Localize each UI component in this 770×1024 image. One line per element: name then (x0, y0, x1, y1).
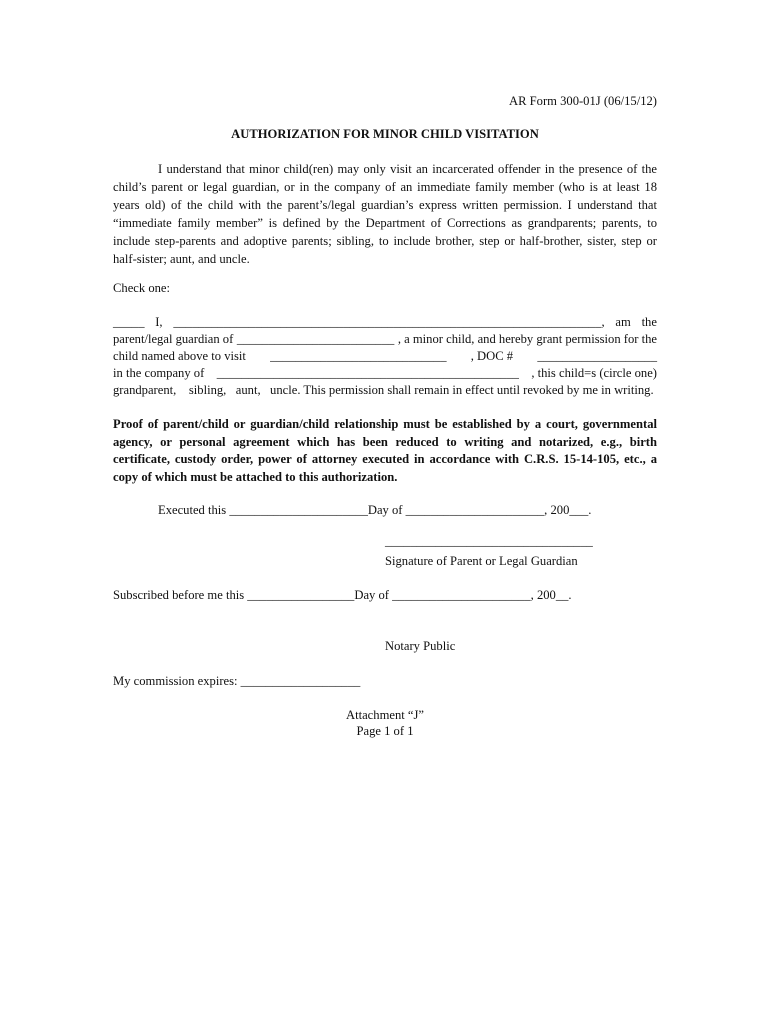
authorization-line-4 (113, 364, 657, 381)
checkbox-blank[interactable]: _____ (113, 315, 145, 329)
relationship-options: grandparent, sibling, aunt, uncle. This permission shall remain in effect until revoked by me in writing. (113, 383, 654, 397)
authorization-line-1 (113, 313, 657, 330)
doc-label: , DOC # (470, 349, 514, 363)
permission-text: , a minor child, and hereby grant permission for the (397, 332, 657, 346)
the-text: the (641, 315, 657, 329)
visit-label: child named above to visit (113, 349, 246, 363)
attachment-label: Attachment “J” (346, 708, 424, 722)
company-name-field[interactable]: ________________________________________________ (216, 366, 519, 380)
authorization-statement (113, 313, 657, 398)
parent-name-field[interactable]: ____________________________________________________________________, (173, 315, 605, 329)
offender-name-field[interactable]: ____________________________ (270, 349, 447, 363)
notary-public-label: Notary Public (385, 639, 456, 653)
doc-number-field[interactable]: ___________________ (537, 349, 657, 363)
authorization-line-2 (113, 330, 657, 347)
signature-label: Signature of Parent or Legal Guardian (385, 554, 578, 568)
form-number: AR Form 300-01J (06/15/12) (509, 94, 657, 108)
check-one-label: Check one: (113, 281, 171, 295)
commission-expires-line[interactable]: My commission expires: ___________________ (113, 674, 361, 688)
pronoun-text: I, (155, 315, 163, 329)
signature-field[interactable]: _________________________________ (385, 534, 593, 548)
authorization-line-3 (113, 347, 657, 364)
proof-paragraph: Proof of parent/child or guardian/child relationship must be established by a court, governmental agency, or personal agreement which has been reduced to writing and notarized, e.g., birth certificate, custody order, power of attorney executed in accordance with C.R.S. 15-14-105, etc., a copy of which must be attached to this authorization. (113, 417, 657, 484)
circle-one-text: , this child=s (circle one) (531, 366, 657, 380)
authorization-line-5 (113, 381, 657, 398)
guardian-label: parent/legal guardian of (113, 332, 234, 346)
document-title: AUTHORIZATION FOR MINOR CHILD VISITATION (231, 127, 539, 141)
intro-paragraph: I understand that minor child(ren) may only visit an incarcerated offender in the presence of the child’s parent or legal guardian, or in the company of an immediate family member (who is at least 18 years old) of the child with the parent’s/legal guardian’s express written permission. I understand that “immediate family member” is defined by the Department of Corrections as grandparents; parents, to include step-parents and adoptive parents; sibling, to include brother, step or half-brother, sister, step or half-sister; aunt, and uncle. (113, 162, 657, 266)
page-number: Page 1 of 1 (356, 724, 414, 738)
company-label: in the company of (113, 366, 205, 380)
minor-child-field[interactable]: _________________________ (236, 332, 395, 346)
am-text: am (615, 315, 631, 329)
subscribed-date-line[interactable]: Subscribed before me this _________________Day of ______________________, 200__. (113, 588, 572, 602)
executed-date-line[interactable]: Executed this ______________________Day of ______________________, 200___. (158, 503, 592, 517)
